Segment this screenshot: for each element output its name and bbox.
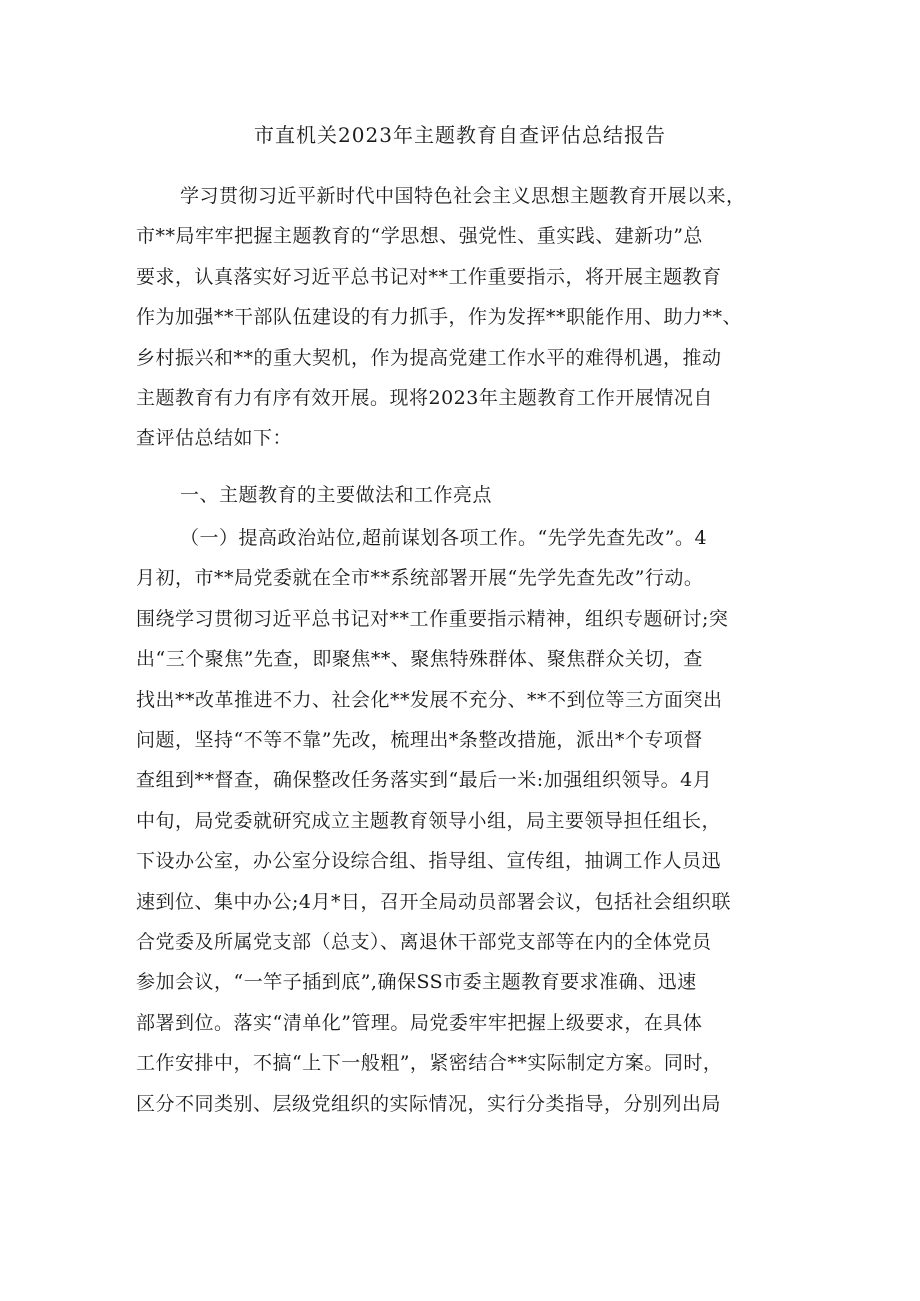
text-line: 中旬，局党委就研究成立主题教育领导小组，局主要领导担任组长， xyxy=(136,809,722,832)
text-line: 工作安排中，不搞“上下一般粗”，紧密结合**实际制定方案。同时， xyxy=(136,1052,723,1075)
text-line: 查组到**督查，确保整改任务落实到“最后一米:加强组织领导。4月 xyxy=(136,769,713,792)
text-line: 合党委及所属党支部（总支）、离退休干部党支部等在内的全体党员 xyxy=(136,931,712,954)
text-line: 围绕学习贯彻习近平总书记对**工作重要指示精神，组织专题研讨;突 xyxy=(136,607,729,630)
text-line: 速到位、集中办公;4月*日，召开全局动员部署会议，包括社会组织联 xyxy=(136,890,731,913)
text-line: 问题，坚持“不等不靠”先改，梳理出*条整改措施，派出*个专项督 xyxy=(136,729,703,752)
text-line: 月初，市**局党委就在全市**系统部署开展“先学先查先改”行动。 xyxy=(136,567,704,590)
text-line: 找出**改革推进不力、社会化**发展不充分、**不到位等三方面突出 xyxy=(136,688,723,711)
text-line: 市**局牢牢把握主题教育的“学思想、强党性、重实践、建新功”总 xyxy=(136,225,703,248)
text-line: 作为加强**干部队伍建设的有力抓手，作为发挥**职能作用、助力**、 xyxy=(136,306,743,329)
text-line: （一）提高政治站位,超前谋划各项工作。“先学先查先改”。4 xyxy=(180,527,708,549)
text-line: 学习贯彻习近平新时代中国特色社会主义思想主题教育开展以来， xyxy=(180,185,746,207)
intro-paragraph xyxy=(136,176,796,459)
text-line: 主题教育有力有序有效开展。现将2023年主题教育工作开展情况自 xyxy=(136,387,713,410)
text-line: 出“三个聚焦”先查，即聚焦**、聚焦特殊群体、聚焦群众关切，查 xyxy=(136,648,703,671)
section1-paragraph xyxy=(136,518,796,1124)
text-line: 区分不同类别、层级党组织的实际情况，实行分类指导，分别列出局 xyxy=(136,1092,722,1115)
text-line: 查评估总结如下： xyxy=(136,427,293,450)
text-line: 乡村振兴和**的重大契机，作为提高党建工作水平的难得机遇，推动 xyxy=(136,346,722,369)
text-line: 部署到位。落实“清单化”管理。局党委牢牢把握上级要求，在具体 xyxy=(136,1011,703,1034)
text-line: 要求，认真落实好习近平总书记对**工作重要指示，将开展主题教育 xyxy=(136,265,722,288)
document-title: 市直机关2023年主题教育自查评估总结报告 xyxy=(254,123,666,147)
section-heading-text: 一、主题教育的主要做法和工作亮点 xyxy=(180,484,493,506)
text-line: 参加会议，“一竿子插到底”,确保SS市委主题教育要求准确、迅速 xyxy=(136,971,697,994)
section-heading xyxy=(136,475,796,515)
text-line: 下设办公室，办公室分设综合组、指导组、宣传组，抽调工作人员迅 xyxy=(136,850,722,873)
